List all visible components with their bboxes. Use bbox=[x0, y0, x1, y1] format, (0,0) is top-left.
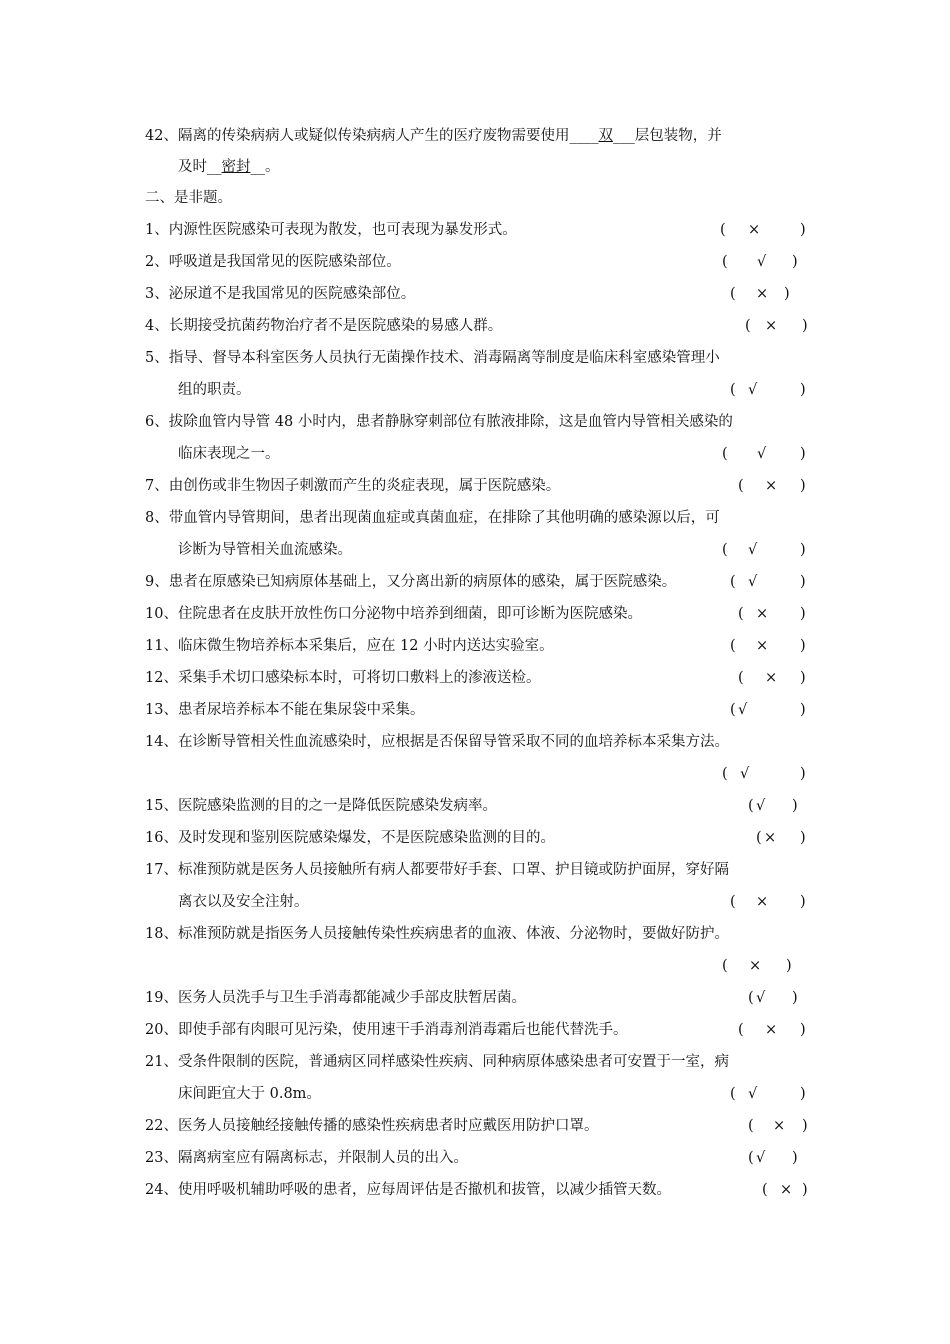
question-text: 组的职责。 bbox=[178, 382, 251, 398]
answer-paren-open: ( bbox=[738, 1022, 744, 1038]
answer-paren-close: ) bbox=[802, 318, 808, 334]
cross-mark: × bbox=[756, 894, 769, 910]
answer-paren-open: ( bbox=[722, 958, 728, 974]
answer-paren-open: ( bbox=[730, 574, 736, 590]
check-mark: √ bbox=[757, 254, 767, 270]
question-text bbox=[178, 954, 810, 978]
section-title: 二、是非题。 bbox=[145, 190, 232, 206]
cross-mark: × bbox=[765, 1022, 778, 1038]
fill-item-text: 及时 bbox=[178, 159, 207, 175]
question-text: 8、带血管内导管期间，患者出现菌血症或真菌血症，在排除了其他明确的感染源以后，可 bbox=[145, 510, 720, 526]
question-text: 4、长期接受抗菌药物治疗者不是医院感染的易感人群。 bbox=[145, 318, 503, 334]
question-text: 22、医务人员接触经接触传播的感染性疾病患者时应戴医用防护口罩。 bbox=[145, 1118, 599, 1134]
cross-mark: × bbox=[765, 318, 778, 334]
fill-item-42-line-1 bbox=[145, 124, 810, 148]
question-text: 6、拔除血管内导管 48 小时内，患者静脉穿刺部位有脓液排除，这是血管内导管相关感染的 bbox=[145, 414, 733, 430]
check-mark: √ bbox=[748, 382, 758, 398]
answer-paren-open: ( bbox=[730, 382, 736, 398]
question-text: 1、内源性医院感染可表现为散发，也可表现为暴发形式。 bbox=[145, 222, 517, 238]
question-text: 14、在诊断导管相关性血流感染时，应根据是否保留导管采取不同的血培养标本采集方法。 bbox=[145, 734, 729, 750]
answer-paren-close: ) bbox=[792, 254, 798, 270]
answer-paren-close: ) bbox=[800, 766, 806, 782]
check-mark: √ bbox=[748, 1086, 758, 1102]
answer-paren-close: ) bbox=[792, 798, 798, 814]
answer-paren-close: ) bbox=[800, 702, 806, 718]
cross-mark: × bbox=[765, 478, 778, 494]
check-mark: √ bbox=[740, 766, 750, 782]
blank: ___ bbox=[612, 128, 635, 144]
cross-mark: × bbox=[780, 1182, 793, 1198]
question-text: 23、隔离病室应有隔离标志，并限制人员的出入。 bbox=[145, 1150, 468, 1166]
answer-paren-open: ( bbox=[730, 702, 736, 718]
question-text: 10、住院患者在皮肤开放性伤口分泌物中培养到细菌，即可诊断为医院感染。 bbox=[145, 606, 642, 622]
answer-paren-open: ( bbox=[748, 1118, 754, 1134]
answer-paren-open: ( bbox=[730, 638, 736, 654]
answer-paren-open: ( bbox=[722, 542, 728, 558]
answer-paren-open: ( bbox=[738, 606, 744, 622]
question-text: 16、及时发现和鉴别医院感染爆发，不是医院感染监测的目的。 bbox=[145, 830, 555, 846]
answer-paren-open: ( bbox=[738, 670, 744, 686]
fill-item-text: 层包装物，并 bbox=[634, 128, 722, 144]
answer-paren-open: ( bbox=[730, 1086, 736, 1102]
question-text: 19、医务人员洗手与卫生手消毒都能减少手部皮肤暂居菌。 bbox=[145, 990, 526, 1006]
answer-paren-close: ) bbox=[800, 574, 806, 590]
answer-paren-close: ) bbox=[800, 382, 806, 398]
fill-answer: 密封 bbox=[221, 159, 251, 175]
answer-paren-close: ) bbox=[800, 670, 806, 686]
answer-paren-close: ) bbox=[800, 1086, 806, 1102]
blank: __ bbox=[250, 159, 265, 175]
check-mark: √ bbox=[756, 990, 766, 1006]
answer-paren-close: ) bbox=[786, 958, 792, 974]
answer-paren-open: ( bbox=[722, 446, 728, 462]
answer-paren-open: ( bbox=[762, 1182, 768, 1198]
answer-paren-open: ( bbox=[756, 830, 762, 846]
answer-paren-open: ( bbox=[720, 222, 726, 238]
answer-paren-close: ) bbox=[800, 894, 806, 910]
answer-paren-close: ) bbox=[784, 286, 790, 302]
answer-paren-close: ) bbox=[800, 830, 806, 846]
answer-paren-close: ) bbox=[800, 638, 806, 654]
question-text: 17、标准预防就是医务人员接触所有病人都要带好手套、口罩、护目镜或防护面屏，穿好隔 bbox=[145, 862, 729, 878]
question-text: 11、临床微生物培养标本采集后，应在 12 小时内送达实验室。 bbox=[145, 638, 554, 654]
fill-item-42-line-2 bbox=[178, 155, 810, 179]
question-text bbox=[178, 762, 810, 786]
fill-item-text: 。 bbox=[265, 159, 280, 175]
question-text: 12、采集手术切口感染标本时，可将切口敷料上的渗液送检。 bbox=[145, 670, 541, 686]
cross-mark: × bbox=[756, 606, 769, 622]
question-text: 20、即使手部有肉眼可见污染，使用速干手消毒剂消毒霜后也能代替洗手。 bbox=[145, 1022, 628, 1038]
answer-paren-open: ( bbox=[748, 798, 754, 814]
cross-mark: × bbox=[765, 670, 778, 686]
question-text: 9、患者在原感染已知病原体基础上，又分离出新的病原体的感染，属于医院感染。 bbox=[145, 574, 677, 590]
answer-paren-close: ) bbox=[802, 1182, 808, 1198]
answer-paren-close: ) bbox=[802, 1118, 808, 1134]
blank: __ bbox=[207, 159, 222, 175]
cross-mark: × bbox=[748, 222, 761, 238]
answer-paren-close: ) bbox=[792, 1150, 798, 1166]
question-text: 5、指导、督导本科室医务人员执行无菌操作技术、消毒隔离等制度是临床科室感染管理小 bbox=[145, 350, 720, 366]
question-text: 18、标准预防就是指医务人员接触传染性疾病患者的血液、体液、分泌物时，要做好防护。 bbox=[145, 926, 729, 942]
answer-paren-open: ( bbox=[745, 318, 751, 334]
answer-paren-close: ) bbox=[800, 222, 806, 238]
cross-mark: × bbox=[764, 830, 777, 846]
answer-paren-open: ( bbox=[722, 766, 728, 782]
check-mark: √ bbox=[756, 1150, 766, 1166]
cross-mark: × bbox=[749, 958, 762, 974]
question-text: 15、医院感染监测的目的之一是降低医院感染发病率。 bbox=[145, 798, 497, 814]
blank: ____ bbox=[569, 128, 599, 144]
answer-paren-close: ) bbox=[800, 478, 806, 494]
answer-paren-close: ) bbox=[800, 542, 806, 558]
question-text: 诊断为导管相关血流感染。 bbox=[178, 542, 352, 558]
check-mark: √ bbox=[738, 702, 748, 718]
answer-paren-close: ) bbox=[800, 606, 806, 622]
answer-paren-close: ) bbox=[800, 1022, 806, 1038]
question-text: 临床表现之一。 bbox=[178, 446, 280, 462]
answer-paren-open: ( bbox=[738, 478, 744, 494]
question-text: 3、泌尿道不是我国常见的医院感染部位。 bbox=[145, 286, 416, 302]
check-mark: √ bbox=[756, 798, 766, 814]
fill-answer: 双 bbox=[598, 128, 613, 144]
fill-item-text: 42、隔离的传染病病人或疑似传染病病人产生的医疗废物需要使用 bbox=[145, 128, 570, 144]
question-text: 床间距宜大于 0.8m。 bbox=[178, 1086, 321, 1102]
cross-mark: × bbox=[773, 1118, 786, 1134]
cross-mark: × bbox=[756, 638, 769, 654]
answer-paren-open: ( bbox=[748, 1150, 754, 1166]
question-text: 13、患者尿培养标本不能在集尿袋中采集。 bbox=[145, 702, 425, 718]
check-mark: √ bbox=[757, 446, 767, 462]
answer-paren-open: ( bbox=[730, 286, 736, 302]
check-mark: √ bbox=[748, 574, 758, 590]
answer-paren-close: ) bbox=[800, 446, 806, 462]
answer-paren-open: ( bbox=[722, 254, 728, 270]
question-text: 24、使用呼吸机辅助呼吸的患者，应每周评估是否撤机和拔管，以减少插管天数。 bbox=[145, 1182, 671, 1198]
answer-paren-close: ) bbox=[792, 990, 798, 1006]
question-text: 2、呼吸道是我国常见的医院感染部位。 bbox=[145, 254, 401, 270]
cross-mark: × bbox=[756, 286, 769, 302]
answer-paren-open: ( bbox=[748, 990, 754, 1006]
check-mark: √ bbox=[748, 542, 758, 558]
question-text: 7、由创伤或非生物因子刺激而产生的炎症表现，属于医院感染。 bbox=[145, 478, 561, 494]
question-text: 离衣以及安全注射。 bbox=[178, 894, 309, 910]
answer-paren-open: ( bbox=[730, 894, 736, 910]
question-text: 21、受条件限制的医院，普通病区同样感染性疾病、同种病原体感染患者可安置于一室，病 bbox=[145, 1054, 729, 1070]
